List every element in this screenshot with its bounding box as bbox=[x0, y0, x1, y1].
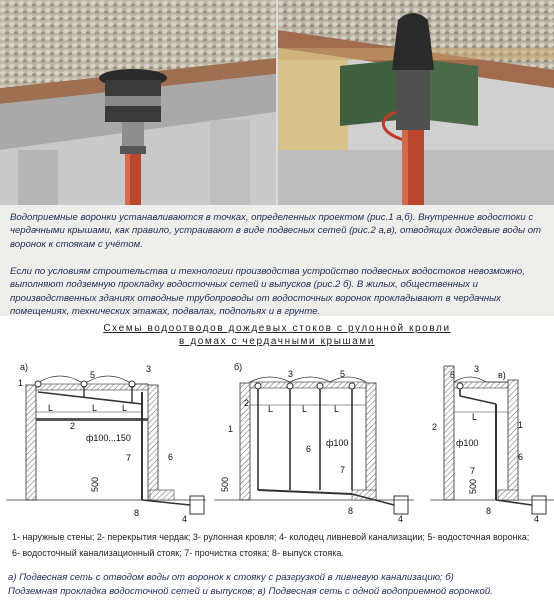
label-b: б) bbox=[234, 362, 243, 372]
label-a: а) bbox=[20, 362, 29, 372]
svg-text:5: 5 bbox=[90, 370, 96, 380]
intro-text-panel bbox=[0, 205, 554, 316]
caption-line-1: а) Подвесная сеть с отводом воды от воронок к стояку с разгрузкой в ливневую канализацию; б) bbox=[8, 572, 454, 583]
svg-text:500: 500 bbox=[90, 476, 100, 492]
photo-roof-funnel-1 bbox=[0, 0, 276, 205]
svg-text:2: 2 bbox=[244, 398, 250, 408]
svg-text:L: L bbox=[122, 403, 128, 413]
intro-paragraph-2: Если по условиям строительства и технологии производства устройство подвесных водостоков невозможно, выполняют подземную прокладку водосточных сетей и выпусков (рис.2 б). В жилых, общественных и производственных зданиях отводные трубопроводы от водосточных воронок прокладывают в чердачных помещениях, технических этажах, подвалах, подпольях и в грунте. bbox=[10, 266, 525, 318]
drain-schemes-diagram bbox=[0, 350, 554, 524]
svg-text:500: 500 bbox=[468, 478, 478, 494]
svg-text:7: 7 bbox=[470, 466, 476, 476]
scheme-title-line-1: Схемы водоотводов дождевых стоков с рулонной кровли bbox=[103, 323, 451, 334]
svg-text:ф100...150: ф100...150 bbox=[86, 433, 131, 443]
scheme-title-line-2: в домах с чердачными крышами bbox=[179, 336, 375, 347]
svg-text:500: 500 bbox=[220, 476, 230, 492]
svg-text:7: 7 bbox=[126, 453, 132, 463]
photo-illustrations bbox=[0, 0, 554, 205]
photo-roof-funnel-2 bbox=[278, 0, 554, 205]
svg-text:L: L bbox=[472, 412, 478, 422]
svg-text:4: 4 bbox=[534, 514, 540, 524]
scheme-a-wall-right bbox=[148, 385, 158, 500]
svg-text:8: 8 bbox=[134, 508, 140, 518]
svg-text:4: 4 bbox=[398, 514, 404, 524]
svg-text:4: 4 bbox=[182, 514, 188, 524]
svg-text:5: 5 bbox=[450, 370, 456, 380]
svg-text:6: 6 bbox=[168, 452, 174, 462]
svg-text:2: 2 bbox=[432, 422, 438, 432]
legend-line-2: 6- водосточный канализационный стояк; 7- прочистка стояка; 8- выпуск стояка. bbox=[12, 548, 344, 558]
svg-text:3: 3 bbox=[146, 364, 152, 374]
svg-text:8: 8 bbox=[348, 506, 354, 516]
svg-text:L: L bbox=[334, 404, 340, 414]
label-v: в) bbox=[498, 370, 506, 380]
legend-line-1: 1- наружные стены; 2- перекрытия чердак; 3- рулонная кровля; 4- колодец ливневой канализации; 5- водосточная воронка; bbox=[12, 532, 530, 542]
svg-text:3: 3 bbox=[288, 369, 294, 379]
svg-text:6: 6 bbox=[306, 444, 312, 454]
svg-text:L: L bbox=[268, 404, 274, 414]
scheme-a bbox=[6, 362, 206, 524]
svg-text:ф100: ф100 bbox=[456, 438, 479, 448]
svg-text:L: L bbox=[302, 404, 308, 414]
svg-text:2: 2 bbox=[70, 421, 76, 431]
scheme-b bbox=[214, 362, 414, 524]
svg-text:8: 8 bbox=[486, 506, 492, 516]
caption-line-2: Подземная прокладка водосточной сетей и выпусков; в) Подвесная сеть с одной водоприемной воронкой. bbox=[8, 586, 493, 597]
svg-text:3: 3 bbox=[474, 364, 480, 374]
svg-text:6: 6 bbox=[518, 452, 524, 462]
svg-text:1: 1 bbox=[228, 424, 234, 434]
intro-paragraph-1: Водоприемные воронки устанавливаются в точках, определенных проектом (рис.1 а,б). Внутренние водостоки с чердачными крышами, как правило, устраивают в виде подвесных сетей (рис.2 а,в), отводящих дождевые воды от воронок к стоякам с учётом. bbox=[10, 212, 542, 250]
svg-text:L: L bbox=[48, 403, 54, 413]
scheme-a-wall-left bbox=[26, 385, 36, 500]
svg-text:ф100: ф100 bbox=[326, 438, 349, 448]
scheme-c bbox=[430, 364, 554, 524]
svg-text:L: L bbox=[92, 403, 98, 413]
svg-text:1: 1 bbox=[518, 420, 524, 430]
svg-text:1: 1 bbox=[18, 378, 24, 388]
svg-text:7: 7 bbox=[340, 465, 346, 475]
svg-text:5: 5 bbox=[340, 369, 346, 379]
